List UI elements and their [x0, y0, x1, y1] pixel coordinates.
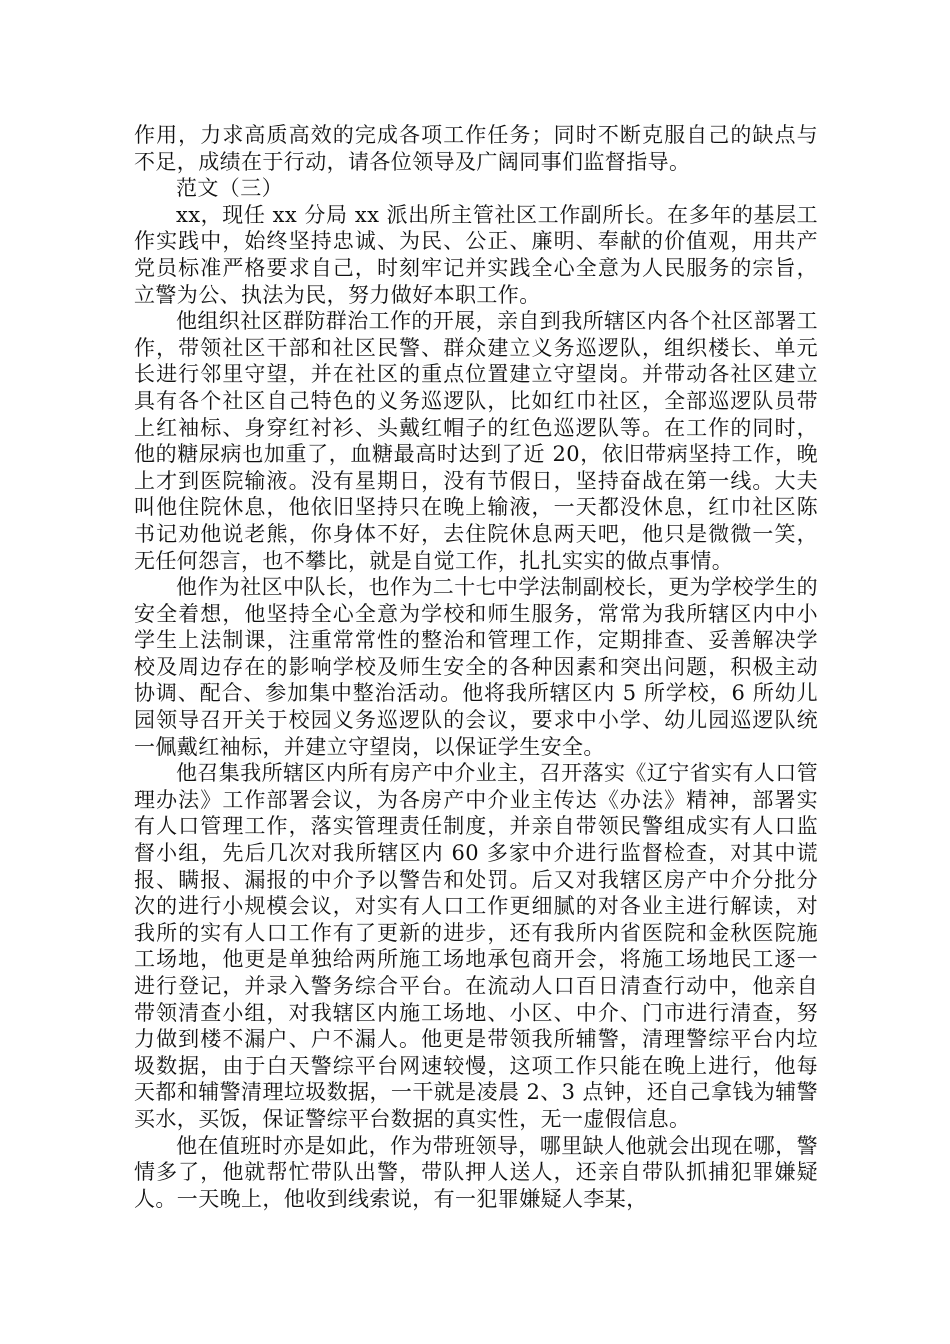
- document-body: [134, 122, 818, 1212]
- paragraph-continuation: 作用，力求高质高效的完成各项工作任务；同时不断克服自己的缺点与不足，成绩在于行动，请各位领导及广阔同事们监督指导。: [134, 123, 818, 174]
- paragraph-population-management: 他召集我所辖区内所有房产中介业主，召开落实《辽宁省实有人口管理办法》工作部署会议，为各房产中介业主传达《办法》精神，部署实有人口管理工作，落实管理责任制度，并亲自带领民警组成实有人口监督小组，先后几次对我所辖区内 60 多家中介进行监督检查，对其中谎报、瞒报、漏报的中介予以警告和处罚。后又对我辖区房产中介分批分次的进行小规模会议，对实有人口工作更细腻的对各业主进行解读，对我所的实有人口工作有了更新的进步，还有我所内省医院和金秋医院施工场地，他更是单独给两所施工场地承包商开会，将施工场地民工逐一进行登记，并录入警务综合平台。在流动人口百日清查行动中，他亲自带领清查小组，对我辖区内施工场地、小区、中介、门市进行清查，努力做到楼不漏户、户不漏人。他更是带领我所辅警，清理警综平台内垃圾数据，由于白天警综平台网速较慢，这项工作只能在晚上进行，他每天都和辅警清理垃圾数据，一干就是凌晨 2、3 点钟，还自己拿钱为辅警买水，买饭，保证警综平台数据的真实性，无一虚假信息。: [134, 761, 818, 1131]
- paragraph-school-safety: 他作为社区中队长，也作为二十七中学法制副校长，更为学校学生的安全着想，他坚持全心全意为学校和师生服务，常常为我所辖区内中小学生上法制课，注重常常性的整治和管理工作，定期排查、妥善解决学校及周边存在的影响学校及师生安全的各种因素和突出问题，积极主动协调、配合、参加集中整治活动。他将我所辖区内 5 所学校，6 所幼儿园领导召开关于校园义务巡逻队的会议，要求中小学、幼儿园巡逻队统一佩戴红袖标，并建立守望岗，以保证学生安全。: [134, 575, 818, 759]
- paragraph-intro: xx，现任 xx 分局 xx 派出所主管社区工作副所长。在多年的基层工作实践中，始终坚持忠诚、为民、公正、廉明、奉献的价值观，用共产党员标准严格要求自己，时刻牢记并实践全心全意为人民服务的宗旨，立警为公、执法为民，努力做好本职工作。: [134, 202, 818, 307]
- section-heading: 范文（三）: [176, 176, 283, 201]
- paragraph-community-patrol: 他组织社区群防群治工作的开展，亲自到我所辖区内各个社区部署工作，带领社区干部和社区民警、群众建立义务巡逻队，组织楼长、单元长进行邻里守望，并在社区的重点位置建立守望岗。并带动各社区建立具有各个社区自己特色的义务巡逻队，比如红巾社区，全部巡逻队员带上红袖标、身穿红衬衫、头戴红帽子的红色巡逻队等。在工作的同时，他的糖尿病也加重了，血糖最高时达到了近 20，依旧带病坚持工作，晚上才到医院输液。没有星期日，没有节假日，坚持奋战在第一线。大夫叫他住院休息，他依旧坚持只在晚上输液，一天都没休息，红巾社区陈书记劝他说老熊，你身体不好，去住院休息两天吧，他只是微微一笑，无任何怨言，也不攀比，就是自觉工作，扎扎实实的做点事情。: [134, 309, 818, 573]
- paragraph-duty: 他在值班时亦是如此，作为带班领导，哪里缺人他就会出现在哪，警情多了，他就帮忙带队出警，带队押人送人，还亲自带队抓捕犯罪嫌疑人。一天晚上，他收到线索说，有一犯罪嫌疑人李某，: [134, 1133, 818, 1211]
